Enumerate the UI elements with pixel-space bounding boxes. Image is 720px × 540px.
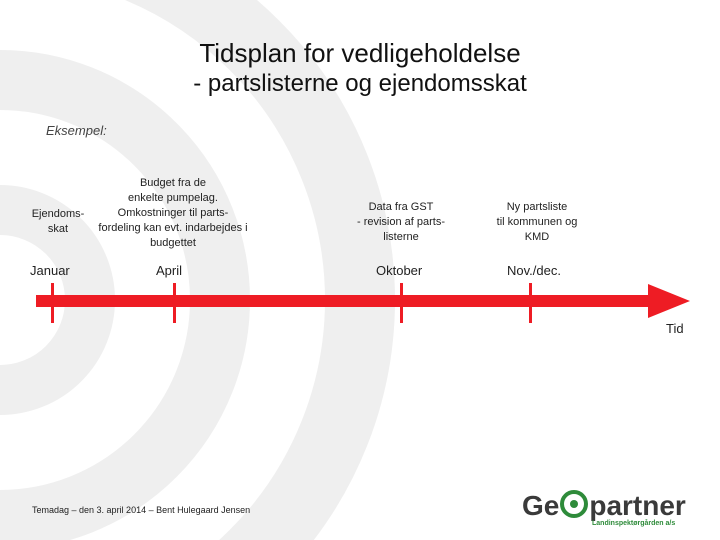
logo-tagline: Landinspektørgården a/s (592, 520, 676, 527)
tick-oktober (400, 283, 403, 323)
example-label: Eksempel: (46, 123, 107, 138)
axis-label-tid: Tid (666, 321, 684, 336)
page-subtitle: - partslisterne og ejendomsskat (193, 70, 527, 97)
logo-text-ge: Ge (522, 490, 560, 521)
tick-novdec (529, 283, 532, 323)
footer-text: Temadag – den 3. april 2014 – Bent Hulegaard Jensen (32, 505, 251, 515)
note-ejendomsskat: Ejendoms- skat (31, 208, 85, 235)
month-april: April (156, 263, 183, 278)
logo-o-icon (560, 490, 588, 518)
note-partsliste: Ny partsliste til kommunen og KMD (496, 201, 578, 243)
month-oktober: Oktober (376, 263, 423, 278)
month-januar: Januar (30, 263, 70, 278)
page-title: Tidsplan for vedligeholdelse (199, 38, 521, 68)
note-gst: Data fra GST - revision af parts- listerne (356, 201, 446, 243)
month-novdec: Nov./dec. (507, 263, 561, 278)
tick-januar (51, 283, 54, 323)
timeline-bar (36, 295, 650, 307)
note-budget: Budget fra de enkelte pumpelag. Omkostninger til parts- fordeling kan evt. indarbejdes i budgettet (98, 177, 248, 249)
geopartner-logo (522, 490, 686, 527)
logo-text-partner: partner (589, 490, 686, 521)
tick-april (173, 283, 176, 323)
timeline-arrowhead (648, 284, 690, 318)
